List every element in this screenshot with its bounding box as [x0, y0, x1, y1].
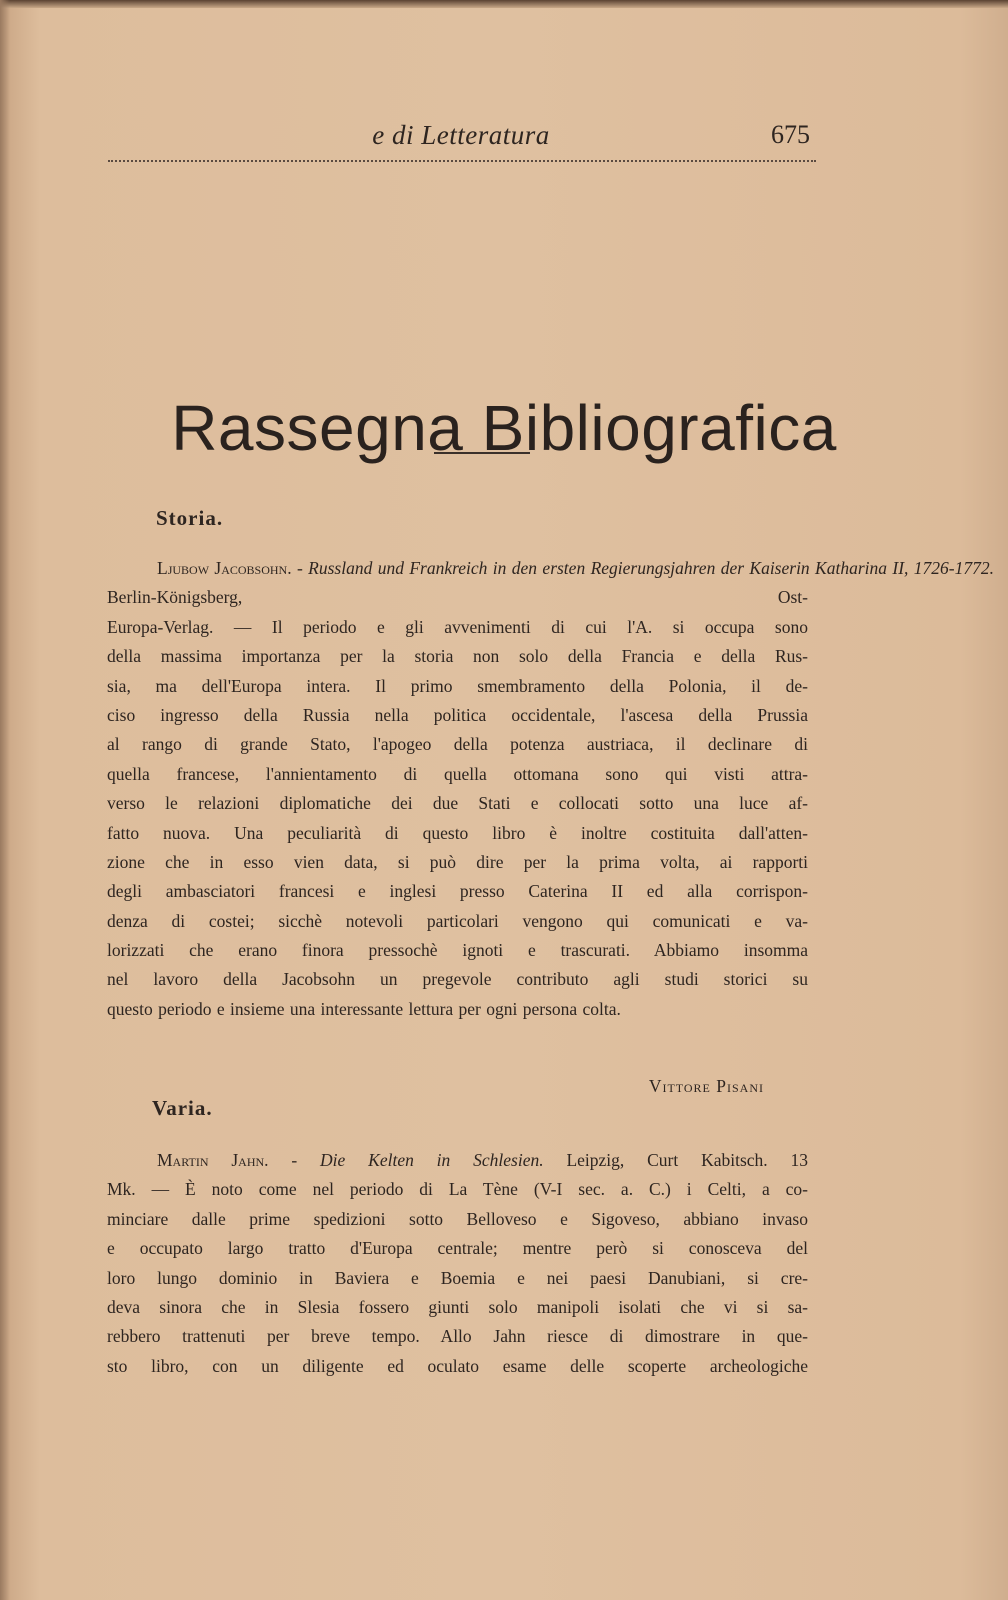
review-line: della massima importanza per la storia non solo della Francia e della Rus- — [107, 646, 808, 667]
review-line: verso le relazioni diplomatiche dei due Stati e collocati sotto una luce af- — [107, 793, 808, 814]
review-line: quella francese, l'annientamento di quella ottomana sono qui visti attra- — [107, 763, 808, 784]
review-line: nel lavoro della Jacobsohn un pregevole contributo agli studi storici su — [107, 969, 808, 990]
review-publisher: Leipzig, Curt Kabitsch. 13 — [566, 1150, 808, 1170]
review-author: Ljubow Jacobsohn. — [157, 558, 292, 578]
review-line: sia, ma dell'Europa intera. Il primo smembramento della Polonia, il de- — [107, 675, 808, 696]
review-line: degli ambasciatori francesi e inglesi presso Caterina II ed alla corrispon- — [107, 881, 808, 902]
review-line: denza di costei; sicchè notevoli particolari vengono qui comunicati e va- — [107, 910, 808, 931]
page-top-edge — [0, 0, 1008, 8]
review-line: rebbero trattenuti per breve tempo. Allo Jahn riesce di dimostrare in que- — [107, 1326, 808, 1347]
review-first-line: Ljubow Jacobsohn. - Russland und Frankreich in den ersten Regierungsjahren der Kaiserin Katharina II, 1726-1772. — [157, 558, 994, 578]
review-line: Europa-Verlag. — Il periodo e gli avvenimenti di cui l'A. si occupa sono — [107, 616, 808, 637]
review-line: lorizzati che erano finora pressochè ignoti e trascurati. Abbiamo insomma — [107, 940, 808, 961]
section-heading-storia: Storia. — [156, 506, 224, 530]
title-underline — [434, 452, 530, 454]
review-line: minciare dalle prime spedizioni sotto Belloveso e Sigoveso, abbiano invaso — [107, 1208, 808, 1229]
review-line: fatto nuova. Una peculiarità di questo libro è inoltre costituita dall'atten- — [107, 822, 808, 843]
review-first-line: Martin Jahn. - Die Kelten in Schlesien. Leipzig, Curt Kabitsch. 13 — [157, 1150, 808, 1170]
page-title: Rassegna Bibliografica — [171, 391, 837, 464]
review-line: zione che in esso vien data, si può dire per la prima volta, ai rapporti — [107, 851, 808, 872]
review-author: Martin Jahn. — [157, 1150, 269, 1170]
running-header — [108, 116, 814, 156]
page-binding-edge — [0, 0, 10, 1600]
review-paragraph-varia — [107, 1146, 808, 1381]
review-line: deva sinora che in Slesia fossero giunti solo manipoli isolati che vi si sa- — [107, 1296, 808, 1317]
review-line: Mk. — È noto come nel periodo di La Tène (V-I sec. a. C.) i Celti, a co- — [107, 1179, 808, 1200]
header-dotted-rule — [108, 160, 816, 162]
running-title: e di Letteratura — [372, 120, 550, 150]
page-number: 675 — [771, 120, 810, 149]
review-book-title: Die Kelten in Schlesien. — [320, 1150, 544, 1170]
review-line: loro lungo dominio in Baviera e Boemia e nei paesi Danubiani, si cre- — [107, 1267, 808, 1288]
review-line: questo periodo e insieme una interessante lettura per ogni persona colta. — [107, 998, 621, 1019]
review-line: sto libro, con un diligente ed oculato esame delle scoperte archeologiche — [107, 1355, 808, 1376]
review-line: e occupato largo tratto d'Europa centrale; mentre però si conosceva del — [107, 1238, 808, 1259]
review-signature: Vittore Pisani — [648, 1076, 764, 1096]
review-book-title: Russland und Frankreich in den ersten Regierungsjahren der Kaiserin Katharina II, 1726-1772. — [308, 558, 994, 578]
review-line: Berlin-Königsberg, Ost- — [107, 587, 808, 608]
review-line: ciso ingresso della Russia nella politica occidentale, l'ascesa della Prussia — [107, 704, 808, 725]
review-paragraph-storia — [107, 554, 994, 1024]
section-heading-varia: Varia. — [152, 1096, 213, 1120]
review-line: al rango di grande Stato, l'apogeo della potenza austriaca, il declinare di — [107, 734, 808, 755]
